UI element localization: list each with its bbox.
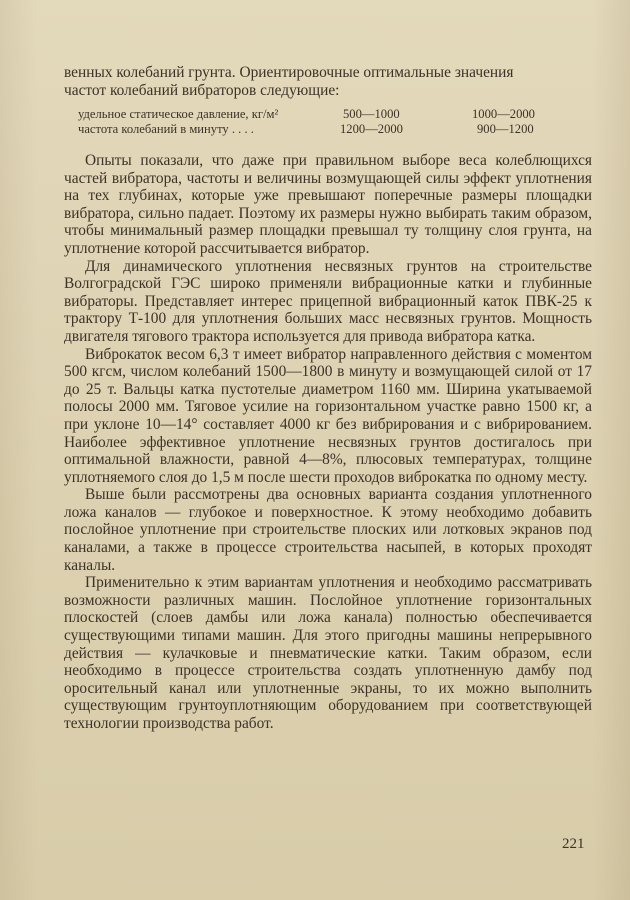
table-row-label: удельное статическое давление, кг/м² xyxy=(78,107,279,121)
frequency-table xyxy=(78,107,578,137)
body-text xyxy=(64,152,592,733)
table-cell: 900—1200 xyxy=(477,122,534,136)
intro-line-2: частот колебаний вибраторов следующие: xyxy=(64,81,340,99)
paragraph: Виброкаток весом 6,3 т имеет вибратор направленного действия с моментом 500 кгсм, числом колебаний 1500—1800 в минуту и возмущающей силой от 17 до 25 т. Вальцы катка пустотелые диаметром 1160 мм. Ширина укатываемой полосы 2000 мм. Тяговое усилие на горизонтальном участке равно 1500 кг, а при уклоне 10—14° составляет 4000 кг без вибрирования и с вибрированием. Наиболее эффективное уплотнение несвязных грунтов достигалось при оптимальной влажности, равной 4—8%, плюсовых температурах, толщине уплотняемого слоя до 1,5 м после шести проходов виброкатка по одному месту. xyxy=(64,345,592,486)
paragraph: Для динамического уплотнения несвязных грунтов на строительстве Волгоградской ГЭС широко применяли вибрационные катки и глубинные вибраторы. Представляет интерес прицепной вибрационный каток ПВК-25 к трактору Т-100 для уплотнения больших масс несвязных грунтов. Мощность двигателя тягового трактора используется для привода вибратора катка. xyxy=(64,257,592,345)
intro-text xyxy=(64,64,592,99)
page-number: 221 xyxy=(562,836,585,852)
paragraph: Опыты показали, что даже при правильном выборе веса колеблющихся частей вибратора, частоты и величины возмущающей силы эффект уплотнения на тех глубинах, которые уже превышают поперечные размеры площадки вибратора, сильно падает. Поэтому их размеры нужно выбирать таким образом, чтобы минимальный размер площадки превышал ту толщину слоя грунта, на уплотнение которой рассчитывается вибратор. xyxy=(64,152,592,257)
table-cell: 500—1000 xyxy=(343,107,400,121)
intro-line-1: венных колебаний грунта. Ориентировочные оптимальные значения xyxy=(64,64,514,81)
paragraph: Выше были рассмотрены два основных варианта создания уплотненного ложа каналов — глубокое и поверхностное. К этому необходимо добавить послойное уплотнение при строительстве плоских или лотковых экранов под каналами, а также в процессе строительства насыпей, в которых проходят каналы. xyxy=(64,486,592,574)
table-cell: 1200—2000 xyxy=(340,122,403,136)
paragraph: Применительно к этим вариантам уплотнения и необходимо рассматривать возможности различных машин. Послойное уплотнение горизонтальных плоскостей (слоев дамбы или ложа канала) полностью обеспечивается существующими типами машин. Для этого пригодны машины непрерывного действия — кулачковые и пневматические катки. Таким образом, если необходимо в процессе строительства создать уплотненную дамбу под оросительный канал или уплотненные экраны, то их можно выполнить существующим грунтоуплотняющим оборудованием при соответствующей технологии производства работ. xyxy=(64,574,592,732)
table-row xyxy=(78,107,578,122)
table-cell: 1000—2000 xyxy=(472,107,535,121)
table-row-label: частота колебаний в минуту . . . . xyxy=(78,122,254,136)
table-row xyxy=(78,122,578,137)
